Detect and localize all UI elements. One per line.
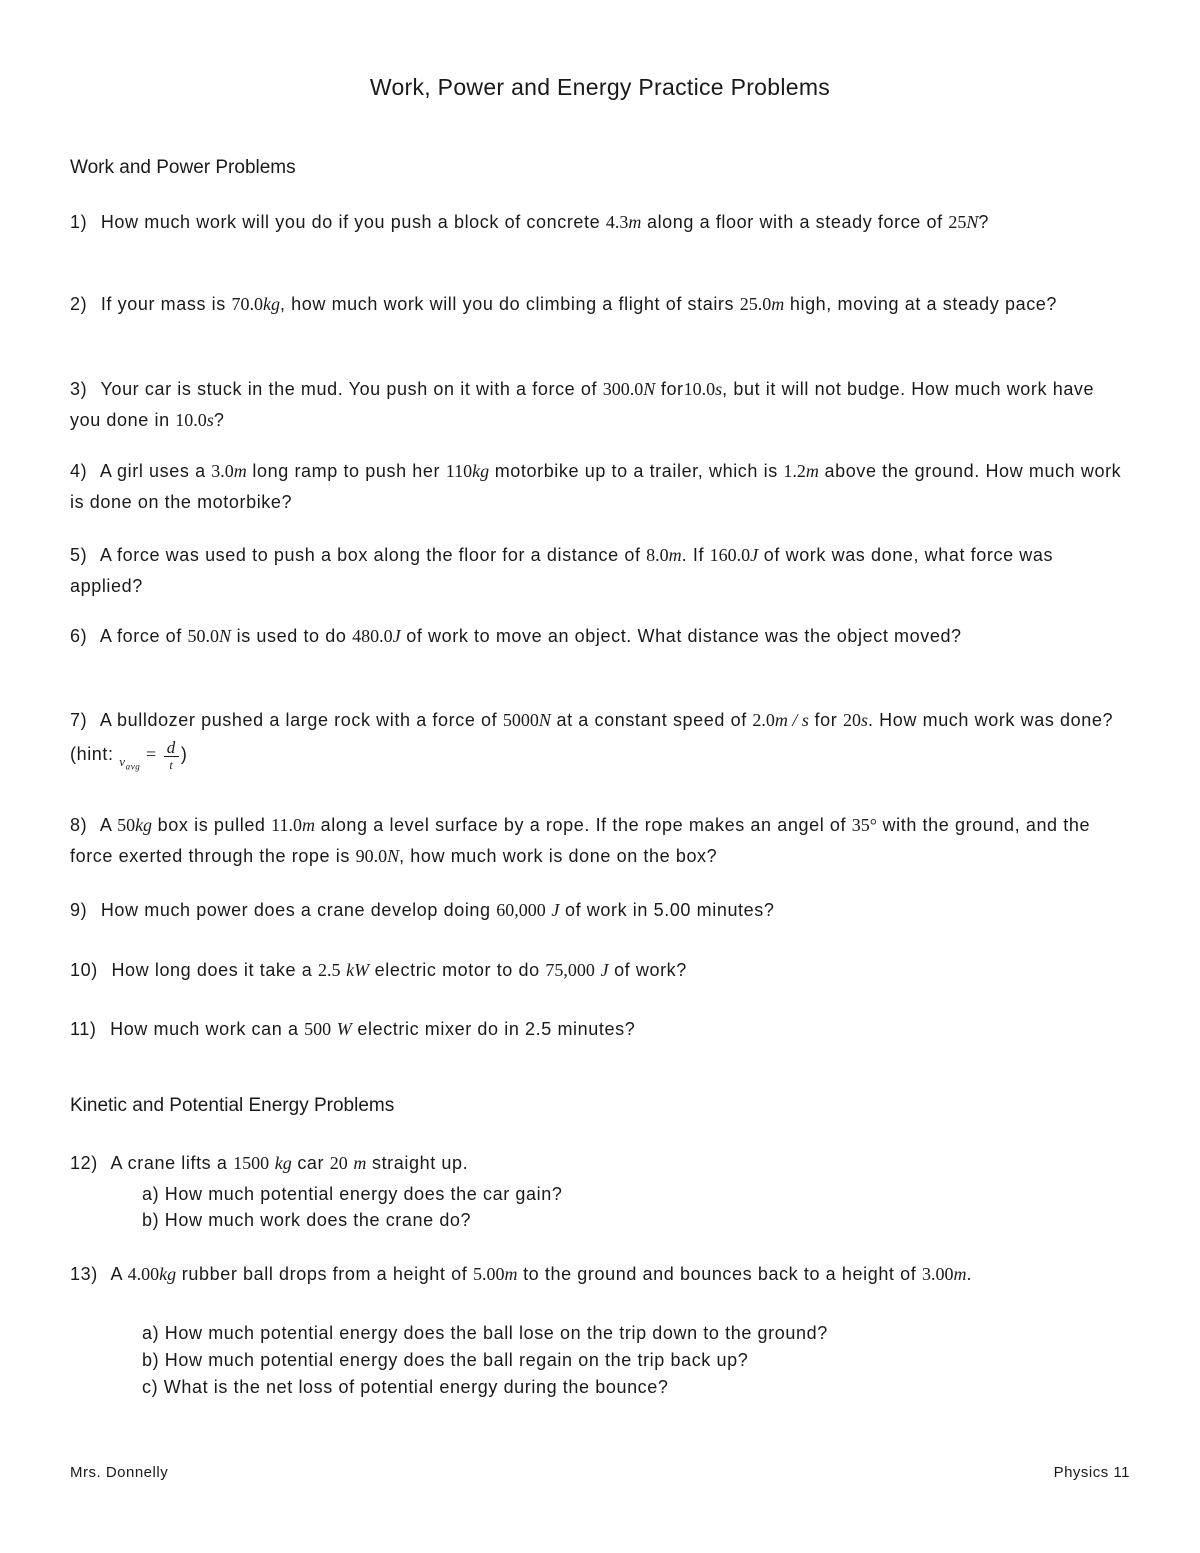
problem-4: 4) A girl uses a 3.0m long ramp to push her 110kg motorbike up to a trailer, which is 1.2m above the ground. How much work is done on the motorbike? [70,461,1122,512]
problem-13-part-c: c) What is the net loss of potential energy during the bounce? [142,1377,669,1397]
section-heading-energy: Kinetic and Potential Energy Problems [70,1095,395,1116]
problem-5: 5) A force was used to push a box along the floor for a distance of 8.0m. If 160.0J of work was done, what force was applied? [70,545,1054,596]
problem-10: 10) How long does it take a 2.5 kW electric motor to do 75,000 J of work? [70,960,687,980]
problem-13-part-a: a) How much potential energy does the ball lose on the trip down to the ground? [142,1323,828,1343]
problem-8: 8) A 50kg box is pulled 11.0m along a level surface by a rope. If the rope makes an angel of 35° with the ground, and the force exerted through the rope is 90.0N, how much work is done on the box? [70,815,1091,866]
problem-12-part-b: b) How much work does the crane do? [142,1210,472,1230]
hint-fraction: $\frac{d}{t}$ [164,739,179,771]
problem-13: 13) A 4.00kg rubber ball drops from a height of 5.00m to the ground and bounces back to a height of 3.00m. [70,1264,973,1284]
problem-12: 12) A crane lifts a 1500 kg car 20 m straight up. [70,1153,469,1173]
page-title: Work, Power and Energy Practice Problems [369,74,831,100]
problem-2: 2) If your mass is 70.0kg, how much work will you do climbing a flight of stairs 25.0m high, moving at a steady pace? [70,294,1058,314]
problem-6: 6) A force of 50.0N is used to do 480.0J of work to move an object. What distance was the object moved? [70,626,962,646]
section-heading-work-power: Work and Power Problems [70,157,296,178]
problem-1: 1) How much work will you do if you push a block of concrete 4.3m along a floor with a steady force of 25N? [70,212,989,232]
problem-12-part-a: a) How much potential energy does the car gain? [142,1184,563,1204]
footer-course: Physics 11 [1053,1464,1130,1481]
problem-11: 11) How much work can a 500 W electric mixer do in 2.5 minutes? [70,1019,636,1039]
problem-9: 9) How much power does a crane develop doing 60,000 J of work in 5.00 minutes? [70,900,775,920]
problem-3: 3) Your car is stuck in the mud. You push on it with a force of 300.0N for10.0s, but it will not budge. How much work have you done in 10.0s? [70,379,1095,430]
hint-formula: vavg [119,754,141,772]
problem-13-part-b: b) How much potential energy does the ball regain on the trip back up? [142,1350,749,1370]
footer-author: Mrs. Donnelly [70,1464,169,1481]
problem-7: 7) A bulldozer pushed a large rock with a force of 5000N at a constant speed of 2.0m / s for 20s. How much work was done? (hint: $_{v_{avg}}$ = $\frac{d}{t}$ ) [70,710,1114,773]
